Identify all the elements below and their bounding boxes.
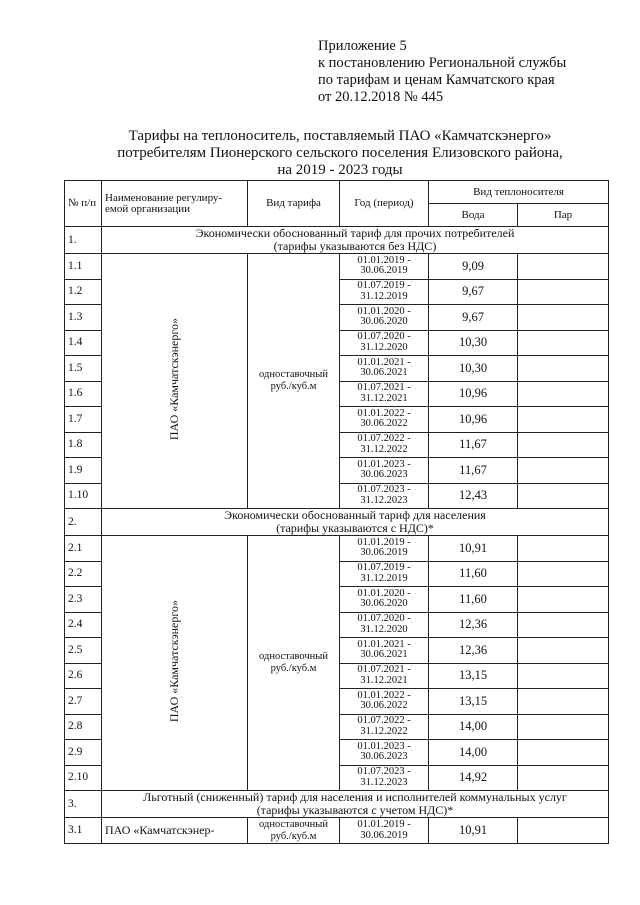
row-number: 2.8	[65, 714, 102, 740]
period-cell	[340, 818, 429, 844]
row-number: 2.9	[65, 740, 102, 766]
water-value: 9,09	[429, 254, 518, 280]
section-title	[102, 509, 609, 536]
steam-value	[518, 407, 609, 433]
period-cell	[340, 254, 429, 280]
header-period: Год (период)	[340, 181, 429, 227]
steam-value	[518, 663, 609, 689]
section-title	[102, 227, 609, 254]
period-cell	[340, 587, 429, 613]
water-value: 14,00	[429, 740, 518, 766]
period-cell	[340, 407, 429, 433]
period-from: 01.01.2023 -	[357, 740, 411, 752]
steam-value	[518, 330, 609, 356]
steam-value	[518, 458, 609, 484]
table-row	[65, 254, 609, 280]
period-cell	[340, 536, 429, 562]
period-from: 01.07.2019 -	[357, 280, 411, 292]
row-number: 1.10	[65, 483, 102, 509]
period-from: 01.07.2019 -	[357, 562, 411, 574]
period-cell	[340, 458, 429, 484]
row-number: 2.4	[65, 612, 102, 638]
period-from: 01.07.2022 -	[357, 433, 411, 445]
period-from: 01.07.2020 -	[357, 331, 411, 343]
water-value: 11,67	[429, 432, 518, 458]
period-to: 30.06.2021	[360, 367, 408, 379]
period-from: 01.07.2022 -	[357, 715, 411, 727]
period-from: 01.01.2019 -	[357, 254, 411, 266]
row-number: 2.2	[65, 561, 102, 587]
org-cell	[102, 254, 248, 509]
section-title-line: (тарифы указываются с учетом НДС)*	[256, 803, 454, 817]
water-value: 14,00	[429, 714, 518, 740]
section-title-line: (тарифы указываются без НДС)	[273, 239, 437, 253]
row-number: 2.5	[65, 638, 102, 664]
water-value: 14,92	[429, 765, 518, 791]
title-line: на 2019 - 2023 годы	[277, 162, 403, 178]
tariff-table	[64, 180, 609, 844]
section-title-line: Экономически обоснованный тариф для населения	[224, 508, 486, 522]
water-value: 9,67	[429, 305, 518, 331]
table-row	[65, 536, 609, 562]
period-from: 01.01.2021 -	[357, 356, 411, 368]
steam-value	[518, 381, 609, 407]
header-carrier: Вид теплоносителя	[429, 181, 609, 204]
period-to: 31.12.2020	[360, 623, 408, 635]
row-number: 1.6	[65, 381, 102, 407]
period-to: 31.12.2022	[360, 443, 408, 455]
header-tariff-type: Вид тарифа	[248, 181, 340, 227]
header-water: Вода	[429, 204, 518, 227]
appendix-block	[318, 38, 618, 106]
water-value: 12,36	[429, 612, 518, 638]
appendix-line: от 20.12.2018 № 445	[318, 89, 444, 105]
water-value: 11,60	[429, 561, 518, 587]
period-to: 31.12.2021	[360, 674, 408, 686]
steam-value	[518, 254, 609, 280]
water-value: 13,15	[429, 663, 518, 689]
row-number: 1.3	[65, 305, 102, 331]
section-title-line: (тарифы указываются с НДС)*	[276, 521, 434, 535]
period-to: 30.06.2022	[360, 418, 408, 430]
section-header-row	[65, 509, 609, 536]
water-value: 11,67	[429, 458, 518, 484]
period-from: 01.01.2019 -	[357, 536, 411, 548]
steam-value	[518, 689, 609, 715]
period-cell	[340, 561, 429, 587]
period-from: 01.07.2023 -	[357, 484, 411, 496]
tariff-unit-line: руб./куб.м	[270, 381, 317, 392]
row-number: 2.6	[65, 663, 102, 689]
period-cell	[340, 714, 429, 740]
tariff-type-cell	[248, 818, 340, 844]
document-title	[90, 128, 590, 179]
period-from: 01.01.2020 -	[357, 305, 411, 317]
section-header-row	[65, 227, 609, 254]
title-line: Тарифы на теплоноситель, поставляемый ПАО «Камчатскэнерго»	[128, 128, 552, 144]
appendix-line: к постановлению Региональной службы	[318, 55, 567, 71]
tariff-unit-line: руб./куб.м	[270, 830, 317, 842]
row-number: 2.10	[65, 765, 102, 791]
steam-value	[518, 587, 609, 613]
row-number: 1.4	[65, 330, 102, 356]
water-value: 10,30	[429, 356, 518, 382]
section-header-row	[65, 791, 609, 818]
steam-value	[518, 765, 609, 791]
steam-value	[518, 305, 609, 331]
section-number: 2.	[65, 509, 102, 536]
header-steam: Пар	[518, 204, 609, 227]
period-from: 01.01.2021 -	[357, 638, 411, 650]
tariff-type-cell	[248, 254, 340, 509]
period-to: 31.12.2019	[360, 290, 408, 302]
steam-value	[518, 432, 609, 458]
steam-value	[518, 279, 609, 305]
tariff-unit-line: руб./куб.м	[270, 663, 317, 674]
row-number: 1.9	[65, 458, 102, 484]
row-number: 2.7	[65, 689, 102, 715]
period-cell	[340, 663, 429, 689]
period-to: 30.06.2023	[360, 469, 408, 481]
row-number: 2.1	[65, 536, 102, 562]
water-value: 10,96	[429, 381, 518, 407]
steam-value	[518, 740, 609, 766]
water-value: 11,60	[429, 587, 518, 613]
row-number: 2.3	[65, 587, 102, 613]
row-number: 3.1	[65, 818, 102, 844]
water-value: 10,96	[429, 407, 518, 433]
tariff-type-line: одноставочный	[259, 818, 328, 830]
period-to: 30.06.2020	[360, 598, 408, 610]
title-line: потребителям Пионерского сельского поселения Елизовского района,	[117, 145, 563, 161]
row-number: 1.5	[65, 356, 102, 382]
section-title	[102, 791, 609, 818]
steam-value	[518, 356, 609, 382]
period-cell	[340, 689, 429, 715]
period-from: 01.07.2021 -	[357, 664, 411, 676]
period-to: 30.06.2021	[360, 649, 408, 661]
period-cell	[340, 381, 429, 407]
period-to: 30.06.2023	[360, 751, 408, 763]
period-from: 01.01.2020 -	[357, 587, 411, 599]
section-number: 1.	[65, 227, 102, 254]
steam-value	[518, 638, 609, 664]
period-from: 01.07.2020 -	[357, 613, 411, 625]
section-title-line: Льготный (сниженный) тариф для населения и исполнителей коммунальных услуг	[143, 790, 567, 804]
period-to: 31.12.2023	[360, 776, 408, 788]
period-cell	[340, 483, 429, 509]
water-value: 12,36	[429, 638, 518, 664]
period-cell	[340, 356, 429, 382]
period-to: 31.12.2023	[360, 494, 408, 506]
tariff-type-line: одноставочный	[259, 369, 328, 380]
row-number: 1.7	[65, 407, 102, 433]
period-cell	[340, 638, 429, 664]
period-to: 31.12.2021	[360, 392, 408, 404]
water-value: 12,43	[429, 483, 518, 509]
period-to: 30.06.2022	[360, 700, 408, 712]
period-to: 30.06.2020	[360, 316, 408, 328]
section-title-line: Экономически обоснованный тариф для прочих потребителей	[195, 226, 515, 240]
period-to: 30.06.2019	[360, 829, 408, 841]
water-value: 13,15	[429, 689, 518, 715]
period-to: 30.06.2019	[360, 547, 408, 559]
org-cell	[102, 536, 248, 791]
period-cell	[340, 740, 429, 766]
tariff-type-cell	[248, 536, 340, 791]
period-cell	[340, 612, 429, 638]
org-name: ПАО «Камчатскэнерго»	[167, 600, 181, 723]
period-to: 30.06.2019	[360, 265, 408, 277]
period-cell	[340, 432, 429, 458]
period-from: 01.01.2023 -	[357, 458, 411, 470]
period-to: 31.12.2020	[360, 341, 408, 353]
water-value: 9,67	[429, 279, 518, 305]
period-cell	[340, 765, 429, 791]
table-row	[65, 818, 609, 844]
org-name: ПАО «Камчатскэнер-	[102, 818, 248, 844]
header-org: Наименование регулиру-емой организации	[102, 181, 248, 227]
steam-value	[518, 714, 609, 740]
row-number: 1.2	[65, 279, 102, 305]
steam-value	[518, 536, 609, 562]
period-to: 31.12.2019	[360, 572, 408, 584]
period-cell	[340, 279, 429, 305]
period-from: 01.01.2022 -	[357, 407, 411, 419]
period-from: 01.07.2023 -	[357, 766, 411, 778]
org-name: ПАО «Камчатскэнерго»	[167, 318, 181, 441]
row-number: 1.8	[65, 432, 102, 458]
period-cell	[340, 330, 429, 356]
period-from: 01.01.2022 -	[357, 689, 411, 701]
header-num: № п/п	[65, 181, 102, 227]
period-from: 01.01.2019 -	[357, 819, 411, 830]
steam-value	[518, 818, 609, 844]
row-number: 1.1	[65, 254, 102, 280]
appendix-line: по тарифам и ценам Камчатского края	[318, 72, 555, 88]
period-cell	[340, 305, 429, 331]
water-value: 10,30	[429, 330, 518, 356]
water-value: 10,91	[429, 536, 518, 562]
period-from: 01.07.2021 -	[357, 382, 411, 394]
appendix-line: Приложение 5	[318, 38, 407, 54]
water-value: 10,91	[429, 818, 518, 844]
steam-value	[518, 561, 609, 587]
steam-value	[518, 612, 609, 638]
steam-value	[518, 483, 609, 509]
period-to: 31.12.2022	[360, 725, 408, 737]
section-number: 3.	[65, 791, 102, 818]
tariff-type-line: одноставочный	[259, 651, 328, 662]
